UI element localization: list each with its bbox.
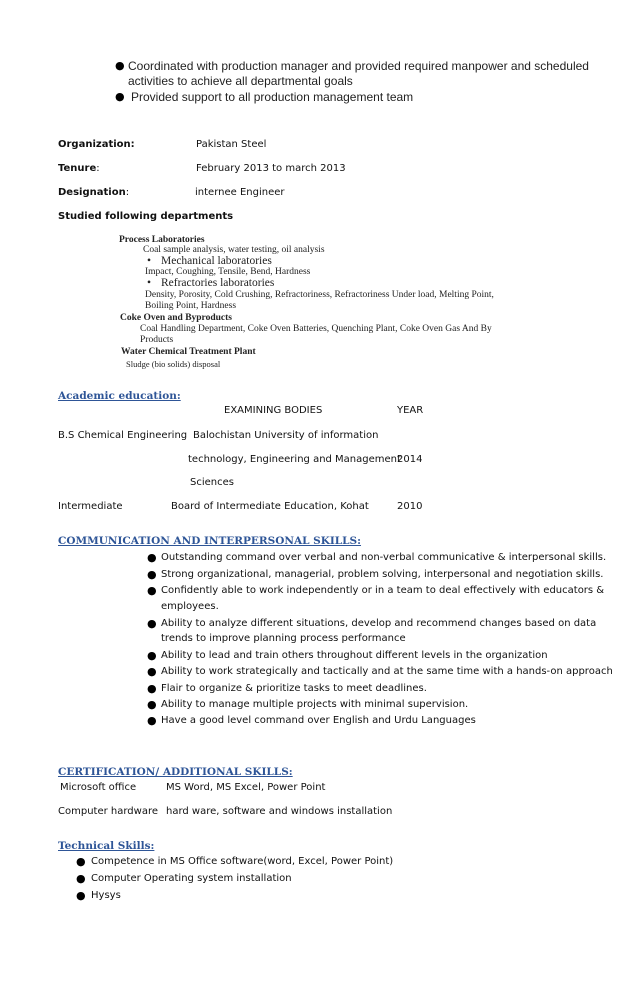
bullet-icon: ● [147, 698, 157, 711]
examining-body: Board of Intermediate Education, Kohat [171, 501, 369, 512]
communication-heading: COMMUNICATION AND INTERPERSONAL SKILLS: [58, 535, 362, 547]
examining-body: technology, Engineering and Management [188, 454, 401, 465]
bullet-icon: • [147, 277, 152, 289]
bullet-icon: ● [147, 714, 157, 727]
technical-skill: Computer Operating system installation [91, 873, 292, 884]
dept-refr-lab-desc: Density, Porosity, Cold Crushing, Refractoriness, Refractoriness Under load, Melting Point, [145, 290, 494, 300]
degree-name: Intermediate [58, 501, 123, 512]
col-year: YEAR [397, 405, 424, 416]
dept-water-plant-desc: Sludge (bio solids) disposal [126, 359, 221, 369]
dept-process-lab: Process Laboratories [119, 235, 205, 245]
bullet-icon: ● [147, 617, 157, 630]
certification-heading: CERTIFICATION/ ADDITIONAL SKILLS: [58, 766, 293, 778]
skill-text: Outstanding command over verbal and non-verbal communicative & interpersonal skills. [161, 552, 607, 563]
technical-skill: Hysys [91, 890, 121, 901]
cert-value: hard ware, software and windows installation [166, 806, 393, 817]
technical-heading: Technical Skills: [58, 840, 155, 852]
examining-body: Balochistan University of information [193, 430, 379, 441]
bullet-icon: ● [115, 59, 125, 72]
cert-label: Microsoft office [60, 782, 137, 793]
dept-coke-oven-desc: Coal Handling Department, Coke Oven Batteries, Quenching Plant, Coke Oven Gas And By [140, 324, 492, 334]
cert-value: MS Word, MS Excel, Power Point [166, 782, 326, 793]
bullet-icon: ● [147, 665, 157, 678]
examining-body: Sciences [190, 477, 234, 488]
top-bullet-text: activities to achieve all departmental goals [128, 74, 353, 88]
skill-text: trends to improve planning process performance [161, 633, 406, 644]
technical-skill: Competence in MS Office software(word, Excel, Power Point) [91, 856, 394, 867]
bullet-icon: ● [147, 649, 157, 662]
bullet-icon: ● [115, 90, 125, 103]
skill-text: Strong organizational, managerial, problem solving, interpersonal and negotiation skills. [161, 569, 604, 580]
tenure-value: February 2013 to march 2013 [196, 163, 346, 174]
top-bullet-text: Coordinated with production manager and provided required manpower and scheduled [128, 59, 589, 73]
academic-heading: Academic education: [58, 390, 181, 402]
bullet-icon: ● [147, 568, 157, 581]
studied-heading: Studied following departments [58, 211, 234, 222]
skill-text: employees. [161, 601, 219, 612]
designation-label: Designation: [58, 187, 130, 198]
dept-coke-oven: Coke Oven and Byproducts [120, 313, 233, 323]
bullet-icon: ● [147, 682, 157, 695]
col-examining-bodies: EXAMINING BODIES [224, 405, 323, 416]
organization-label: Organization: [58, 139, 135, 150]
designation-value: internee Engineer [195, 187, 285, 198]
dept-refr-lab: Refractories laboratories [161, 277, 275, 289]
dept-refr-lab-desc: Boiling Point, Hardness [145, 301, 237, 311]
dept-mech-lab: Mechanical laboratories [161, 255, 272, 267]
bullet-icon: ● [76, 889, 86, 902]
bullet-icon: ● [147, 584, 157, 597]
skill-text: Ability to manage multiple projects with minimal supervision. [161, 699, 469, 710]
skill-text: Ability to work strategically and tactically and at the same time with a hands-on approach [161, 666, 613, 677]
dept-mech-lab-desc: Impact, Coughing, Tensile, Bend, Hardness [145, 267, 311, 277]
bullet-icon: ● [147, 551, 157, 564]
cert-label: Computer hardware [58, 806, 158, 817]
top-bullet-text: Provided support to all production management team [131, 90, 414, 104]
degree-year: 2014 [397, 454, 423, 465]
organization-value: Pakistan Steel [196, 139, 267, 150]
tenure-label: Tenure: [58, 163, 100, 174]
skill-text: Ability to lead and train others throughout different levels in the organization [161, 650, 548, 661]
skill-text: Flair to organize & prioritize tasks to meet deadlines. [161, 683, 427, 694]
dept-water-plant: Water Chemical Treatment Plant [121, 347, 256, 357]
bullet-icon: ● [76, 855, 86, 868]
degree-year: 2010 [397, 501, 423, 512]
degree-name: B.S Chemical Engineering [58, 430, 188, 441]
skill-text: Ability to analyze different situations, develop and recommend changes based on data [161, 618, 597, 629]
skill-text: Have a good level command over English and Urdu Languages [161, 715, 476, 726]
bullet-icon: ● [76, 872, 86, 885]
dept-process-lab-desc: Coal sample analysis, water testing, oil analysis [143, 245, 325, 255]
bullet-icon: • [147, 255, 152, 267]
skill-text: Confidently able to work independently or in a team to deal effectively with educators & [161, 585, 605, 596]
dept-coke-oven-desc: Products [140, 335, 174, 345]
